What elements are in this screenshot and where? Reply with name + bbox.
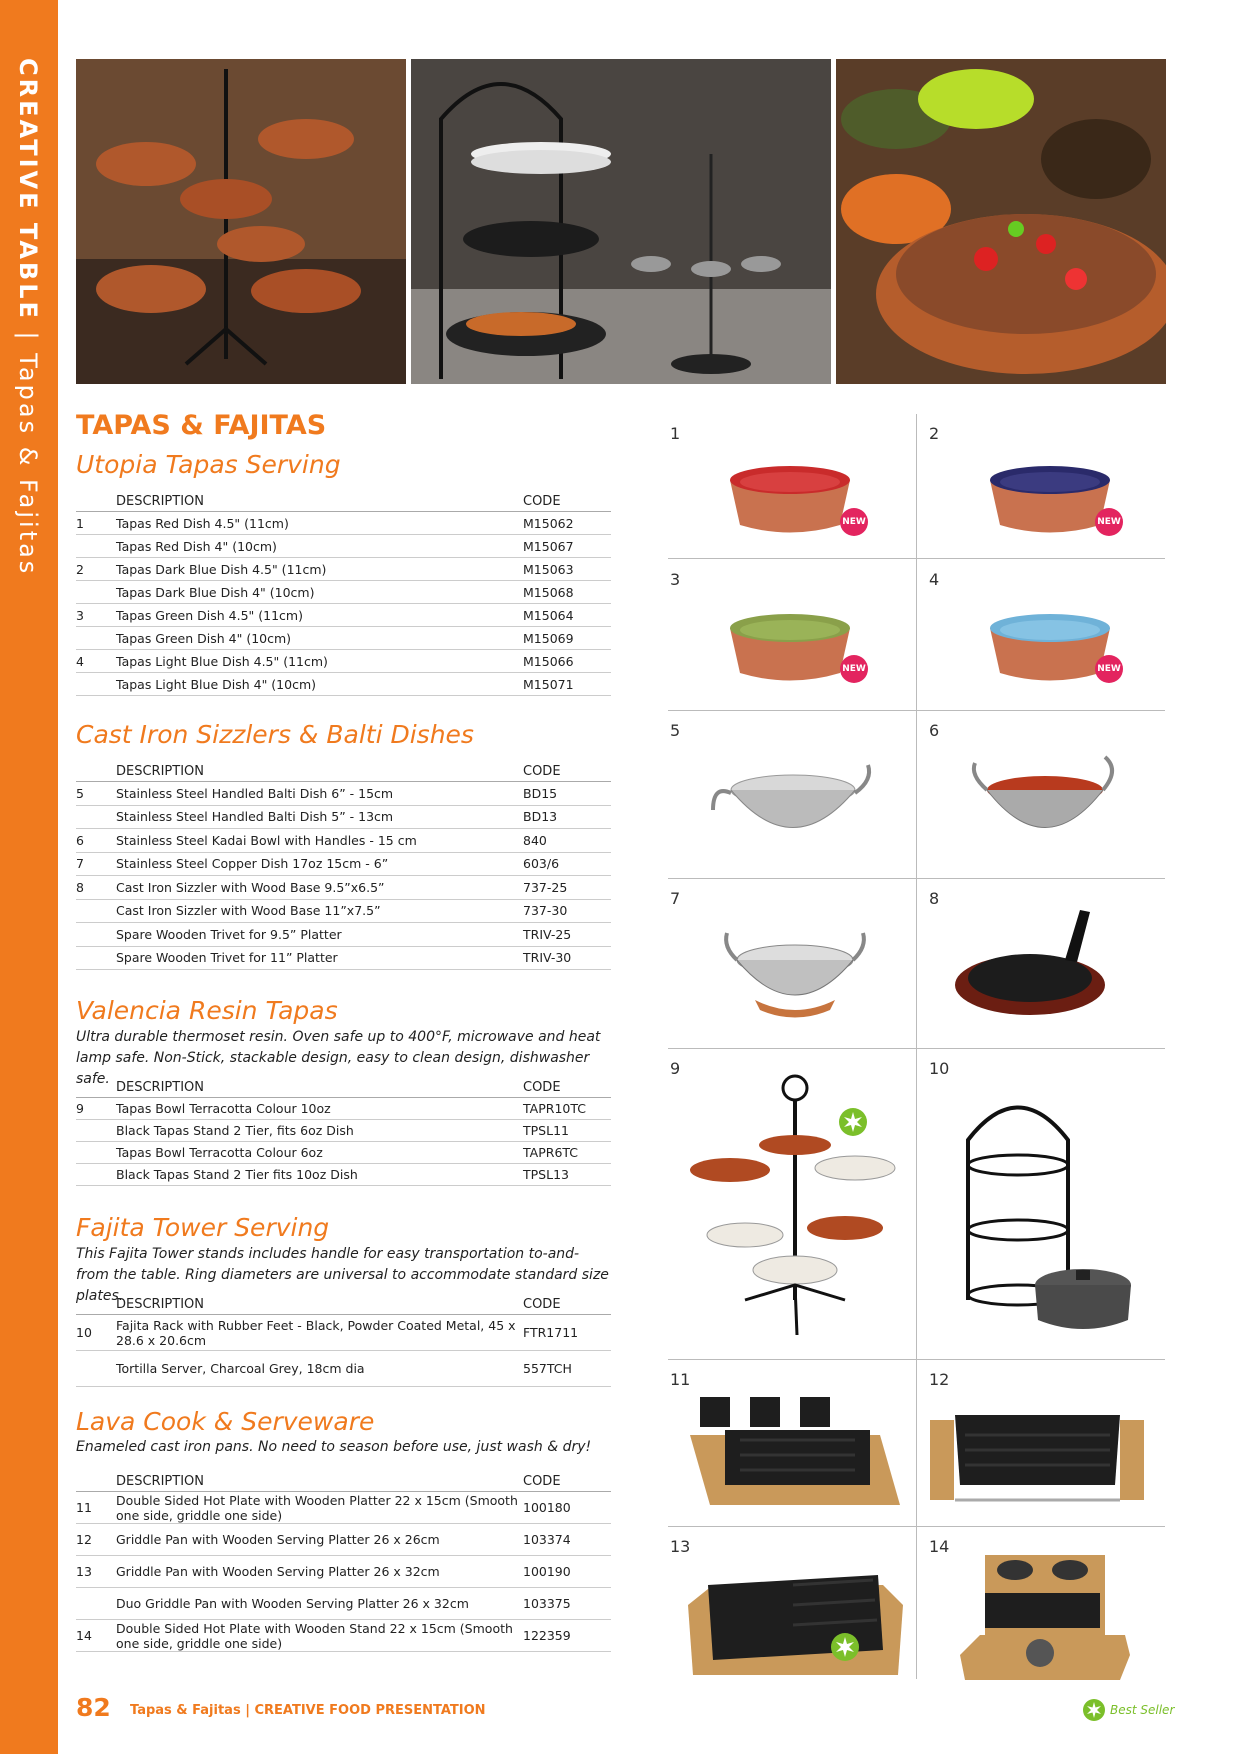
row-code: FTR1711 <box>523 1315 611 1351</box>
row-description: Stainless Steel Copper Dish 17oz 15cm - 6” <box>116 852 523 876</box>
row-code: 122359 <box>523 1620 611 1652</box>
table-row <box>76 876 611 900</box>
photo-tapas-dish <box>836 59 1166 384</box>
grid-number: 14 <box>929 1537 950 1556</box>
row-description: Double Sided Hot Plate with Wooden Platter 22 x 15cm (Smooth one side, griddle one side) <box>116 1492 523 1524</box>
grid-number: 12 <box>929 1370 950 1389</box>
row-description: Tapas Green Dish 4" (10cm) <box>116 627 523 650</box>
row-number <box>76 581 116 604</box>
row-number <box>76 1120 116 1142</box>
row-number <box>76 627 116 650</box>
row-code: TRIV-30 <box>523 946 611 970</box>
row-description: Tortilla Server, Charcoal Grey, 18cm dia <box>116 1351 523 1387</box>
grid-number: 3 <box>670 570 681 589</box>
griddle-pan-platter-image <box>925 1385 1145 1515</box>
grid-divider <box>668 1048 1165 1049</box>
row-code: M15063 <box>523 558 611 581</box>
row-code: 737-25 <box>523 876 611 900</box>
grid-number: 11 <box>670 1370 691 1389</box>
tapas-stand-image <box>685 1070 905 1340</box>
row-number <box>76 946 116 970</box>
row-description: Tapas Red Dish 4" (10cm) <box>116 535 523 558</box>
best-seller-icon <box>830 1632 860 1662</box>
kadai-bowl-image <box>965 755 1125 850</box>
photo-tapas-stand <box>76 59 406 384</box>
row-code: TPSL13 <box>523 1164 611 1186</box>
table-row <box>76 535 611 558</box>
row-number: 8 <box>76 876 116 900</box>
header-num <box>76 492 116 512</box>
table-row <box>76 1098 611 1120</box>
row-number: 6 <box>76 829 116 853</box>
row-description: Stainless Steel Handled Balti Dish 5” - 13cm <box>116 805 523 829</box>
fajita-tower-image <box>958 1080 1138 1350</box>
grid-number: 4 <box>929 570 940 589</box>
row-code: M15067 <box>523 535 611 558</box>
table-row <box>76 558 611 581</box>
section-title-castiron: Cast Iron Sizzlers & Balti Dishes <box>76 720 474 749</box>
grid-number: 9 <box>670 1059 681 1078</box>
row-description: Tapas Dark Blue Dish 4.5" (11cm) <box>116 558 523 581</box>
table-row <box>76 1588 611 1620</box>
grid-number: 5 <box>670 721 681 740</box>
row-number <box>76 673 116 696</box>
row-code: 100190 <box>523 1556 611 1588</box>
grid-number: 8 <box>929 889 940 908</box>
table-row <box>76 805 611 829</box>
row-code: 557TCH <box>523 1351 611 1387</box>
table-row <box>76 1120 611 1142</box>
row-code: 603/6 <box>523 852 611 876</box>
table-header <box>76 762 611 782</box>
table-row <box>76 1492 611 1524</box>
best-seller-icon <box>838 1107 868 1137</box>
griddle-pan-platter-large-image <box>683 1565 908 1685</box>
new-badge: NEW <box>1095 655 1123 683</box>
row-number: 7 <box>76 852 116 876</box>
header-description: DESCRIPTION <box>116 1295 523 1315</box>
table-row <box>76 923 611 947</box>
row-code: 103374 <box>523 1524 611 1556</box>
table-row <box>76 1620 611 1652</box>
best-seller-icon <box>1082 1698 1106 1722</box>
page-number: 82 <box>76 1693 111 1722</box>
grid-number: 13 <box>670 1537 691 1556</box>
row-number <box>76 923 116 947</box>
row-code: TAPR10TC <box>523 1098 611 1120</box>
row-description: Griddle Pan with Wooden Serving Platter 26 x 26cm <box>116 1524 523 1556</box>
grid-divider <box>668 1359 1165 1360</box>
table-row <box>76 899 611 923</box>
table-header <box>76 1295 611 1315</box>
section-title-valencia: Valencia Resin Tapas <box>76 996 338 1025</box>
header-description: DESCRIPTION <box>116 1078 523 1098</box>
row-description: Cast Iron Sizzler with Wood Base 11”x7.5” <box>116 899 523 923</box>
hot-plate-stand-image <box>955 1545 1135 1685</box>
table-valencia <box>76 1078 611 1186</box>
row-number: 4 <box>76 650 116 673</box>
header-num <box>76 1078 116 1098</box>
row-number <box>76 1588 116 1620</box>
grid-number: 2 <box>929 424 940 443</box>
row-description: Black Tapas Stand 2 Tier fits 10oz Dish <box>116 1164 523 1186</box>
header-num <box>76 1472 116 1492</box>
grid-divider <box>668 710 1165 711</box>
grid-divider <box>668 1526 1165 1527</box>
table-castiron <box>76 762 611 970</box>
row-code: TRIV-25 <box>523 923 611 947</box>
row-number: 2 <box>76 558 116 581</box>
tapas-green-dish-image <box>720 608 860 688</box>
row-number <box>76 805 116 829</box>
row-description: Tapas Red Dish 4.5" (11cm) <box>116 512 523 535</box>
header-code: CODE <box>523 1295 611 1315</box>
row-code: TPSL11 <box>523 1120 611 1142</box>
grid-number: 1 <box>670 424 681 443</box>
table-row <box>76 1351 611 1387</box>
section-desc-lava: Enameled cast iron pans. No need to season before use, just wash & dry! <box>76 1439 592 1455</box>
header-code: CODE <box>523 492 611 512</box>
table-row <box>76 1315 611 1351</box>
table-row <box>76 627 611 650</box>
row-number: 3 <box>76 604 116 627</box>
row-number <box>76 1164 116 1186</box>
row-code: M15068 <box>523 581 611 604</box>
row-code: M15066 <box>523 650 611 673</box>
table-header <box>76 1472 611 1492</box>
grid-number: 10 <box>929 1059 950 1078</box>
row-description: Cast Iron Sizzler with Wood Base 9.5”x6.5” <box>116 876 523 900</box>
row-code: 840 <box>523 829 611 853</box>
row-description: Stainless Steel Kadai Bowl with Handles - 15 cm <box>116 829 523 853</box>
row-number: 1 <box>76 512 116 535</box>
row-code: 737-30 <box>523 899 611 923</box>
row-description: Tapas Light Blue Dish 4" (10cm) <box>116 673 523 696</box>
best-seller-label: Best Seller <box>1110 1703 1175 1717</box>
header-num <box>76 1295 116 1315</box>
sidebar-label: CREATIVE TABLE | Tapas & Fajitas <box>14 58 42 577</box>
section-desc-valencia: Ultra durable thermoset resin. Oven safe up to 400°F, microwave and heat lamp safe. Non-Stick, stackable design, easy to clean design, dishwasher safe. <box>76 1029 601 1087</box>
table-lava <box>76 1472 611 1652</box>
row-description: Griddle Pan with Wooden Serving Platter 26 x 32cm <box>116 1556 523 1588</box>
row-code: BD13 <box>523 805 611 829</box>
row-number <box>76 899 116 923</box>
table-row <box>76 1524 611 1556</box>
row-code: M15071 <box>523 673 611 696</box>
table-header <box>76 1078 611 1098</box>
row-number <box>76 1142 116 1164</box>
table-row <box>76 829 611 853</box>
row-description: Tapas Green Dish 4.5" (11cm) <box>116 604 523 627</box>
row-code: 103375 <box>523 1588 611 1620</box>
section-desc-fajita: This Fajita Tower stands includes handle for easy transportation to-and-from the table. Ring diameters are universal to accommodate standard size plates. <box>76 1246 609 1304</box>
row-number: 13 <box>76 1556 116 1588</box>
main-title: TAPAS & FAJITAS <box>76 410 327 441</box>
row-description: Spare Wooden Trivet for 9.5” Platter <box>116 923 523 947</box>
table-row <box>76 673 611 696</box>
new-badge: NEW <box>840 655 868 683</box>
row-code: M15064 <box>523 604 611 627</box>
section-title-fajita: Fajita Tower Serving <box>76 1213 330 1242</box>
table-header <box>76 492 611 512</box>
new-badge: NEW <box>840 508 868 536</box>
row-description: Tapas Bowl Terracotta Colour 10oz <box>116 1098 523 1120</box>
header-description: DESCRIPTION <box>116 492 523 512</box>
cast-iron-sizzler-image <box>955 900 1125 1020</box>
header-code: CODE <box>523 762 611 782</box>
row-description: Tapas Light Blue Dish 4.5" (11cm) <box>116 650 523 673</box>
row-number: 9 <box>76 1098 116 1120</box>
header-code: CODE <box>523 1078 611 1098</box>
header-description: DESCRIPTION <box>116 762 523 782</box>
row-number: 14 <box>76 1620 116 1652</box>
row-description: Fajita Rack with Rubber Feet - Black, Powder Coated Metal, 45 x 28.6 x 20.6cm <box>116 1315 523 1351</box>
sidebar <box>0 0 58 1754</box>
new-badge: NEW <box>1095 508 1123 536</box>
row-description: Tapas Bowl Terracotta Colour 6oz <box>116 1142 523 1164</box>
row-code: BD15 <box>523 782 611 806</box>
table-row <box>76 604 611 627</box>
header-description: DESCRIPTION <box>116 1472 523 1492</box>
balti-dish-image <box>708 755 878 845</box>
tapas-red-dish-image <box>720 460 860 540</box>
grid-divider <box>668 878 1165 879</box>
table-row <box>76 852 611 876</box>
footer-label: Tapas & Fajitas | CREATIVE FOOD PRESENTATION <box>130 1703 486 1718</box>
row-description: Stainless Steel Handled Balti Dish 6” - 15cm <box>116 782 523 806</box>
row-code: M15062 <box>523 512 611 535</box>
row-number <box>76 1351 116 1387</box>
row-number: 11 <box>76 1492 116 1524</box>
row-description: Black Tapas Stand 2 Tier, fits 6oz Dish <box>116 1120 523 1142</box>
row-number: 10 <box>76 1315 116 1351</box>
table-row <box>76 946 611 970</box>
table-row <box>76 1164 611 1186</box>
header-num <box>76 762 116 782</box>
section-title-utopia: Utopia Tapas Serving <box>76 450 341 479</box>
table-row <box>76 650 611 673</box>
table-row <box>76 581 611 604</box>
grid-number: 6 <box>929 721 940 740</box>
section-title-lava: Lava Cook & Serveware <box>76 1407 375 1436</box>
grid-divider-vertical <box>916 414 917 1679</box>
row-number <box>76 535 116 558</box>
row-code: 100180 <box>523 1492 611 1524</box>
header-code: CODE <box>523 1472 611 1492</box>
row-number: 5 <box>76 782 116 806</box>
row-number: 12 <box>76 1524 116 1556</box>
row-description: Duo Griddle Pan with Wooden Serving Platter 26 x 32cm <box>116 1588 523 1620</box>
row-description: Spare Wooden Trivet for 11” Platter <box>116 946 523 970</box>
grid-divider <box>668 558 1165 559</box>
table-row <box>76 1556 611 1588</box>
table-utopia <box>76 492 611 696</box>
table-row <box>76 512 611 535</box>
row-description: Double Sided Hot Plate with Wooden Stand 22 x 15cm (Smooth one side, griddle one side) <box>116 1620 523 1652</box>
table-fajita <box>76 1295 611 1387</box>
table-row <box>76 782 611 806</box>
row-code: M15069 <box>523 627 611 650</box>
table-row <box>76 1142 611 1164</box>
copper-dish-image <box>715 925 875 1025</box>
grid-number: 7 <box>670 889 681 908</box>
row-code: TAPR6TC <box>523 1142 611 1164</box>
photo-fajita-tower <box>411 59 831 384</box>
row-description: Tapas Dark Blue Dish 4" (10cm) <box>116 581 523 604</box>
hot-plate-platter-image <box>685 1385 905 1515</box>
